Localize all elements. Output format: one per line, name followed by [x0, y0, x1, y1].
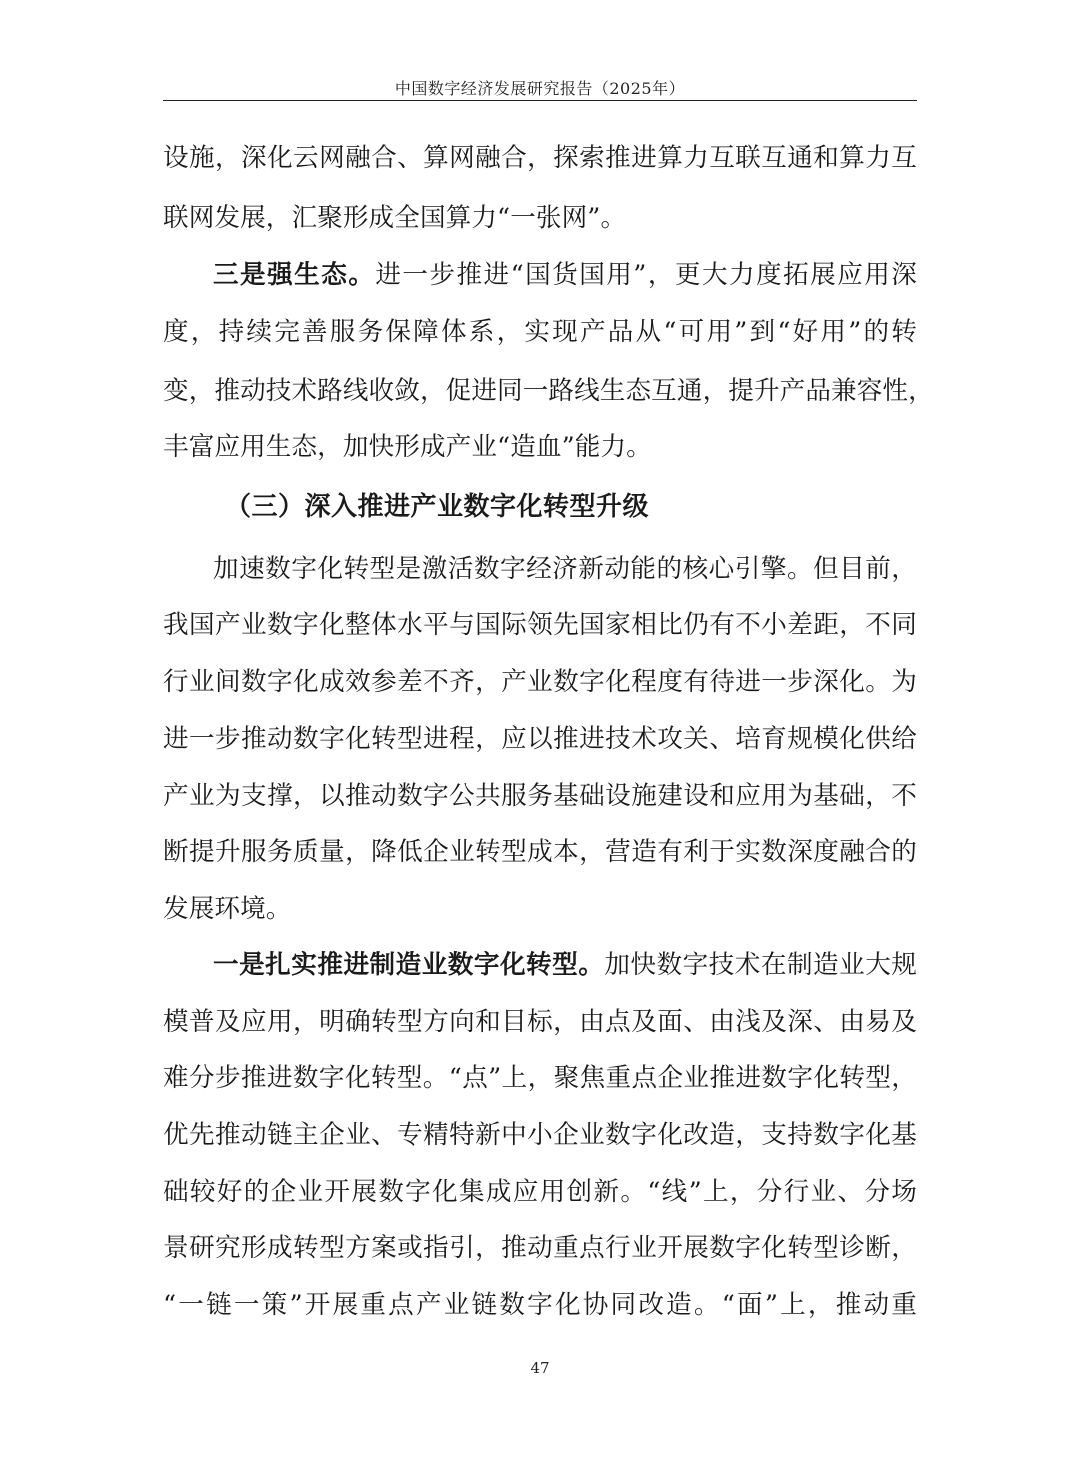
paragraph-2-line-1 [213, 257, 917, 293]
section-heading: （三）深入推进产业数字化转型升级 [225, 492, 650, 522]
paragraph-3-line-5: 产业为支撑，以推动数字公共服务基础设施建设和应用为基础，不 [163, 781, 917, 811]
paragraph-4-line-7: “一链一策”开展重点产业链数字化协同改造。“面”上，推动重 [163, 1290, 917, 1320]
paragraph-3-line-1: 加速数字化转型是激活数字经济新动能的核心引擎。但目前， [213, 554, 917, 584]
paragraph-2-lead: 三是强生态。 [213, 260, 376, 290]
page-number: 47 [530, 1359, 550, 1377]
header-divider [163, 100, 917, 101]
paragraph-4-line-6: 景研究形成转型方案或指引，推动重点行业开展数字化转型诊断， [163, 1233, 917, 1263]
paragraph-4-line-1 [213, 947, 917, 983]
paragraph-4-lead: 一是扎实推进制造业数字化转型。 [213, 950, 605, 980]
paragraph-3-line-3: 行业间数字化成效参差不齐，产业数字化程度有待进一步深化。为 [163, 667, 917, 697]
paragraph-3-line-4: 进一步推动数字化转型进程，应以推进技术攻关、培育规模化供给 [163, 724, 917, 754]
paragraph-2-line-4: 丰富应用生态，加快形成产业“造血”能力。 [163, 432, 652, 462]
paragraph-4-line-4: 优先推动链主企业、专精特新中小企业数字化改造，支持数字化基 [163, 1120, 917, 1150]
paragraph-4-line-3: 难分步推进数字化转型。“点”上，聚焦重点企业推进数字化转型， [163, 1063, 917, 1093]
running-header: 中国数字经济发展研究报告（2025年） [394, 79, 686, 98]
paragraph-4-line-1-text: 加快数字技术在制造业大规 [604, 950, 917, 980]
paragraph-3-line-7: 发展环境。 [163, 894, 292, 924]
paragraph-2-line-2: 度，持续完善服务保障体系，实现产品从“可用”到“好用”的转 [163, 317, 917, 347]
paragraph-2-line-3: 变，推动技术路线收敛，促进同一路线生态互通，提升产品兼容性， [163, 376, 934, 406]
paragraph-4-line-2: 模普及应用，明确转型方向和目标，由点及面、由浅及深、由易及 [163, 1007, 917, 1037]
paragraph-3-line-2: 我国产业数字化整体水平与国际领先国家相比仍有不小差距，不同 [163, 610, 917, 640]
paragraph-1-line-2: 联网发展，汇聚形成全国算力“一张网”。 [163, 203, 627, 233]
paragraph-4-line-5: 础较好的企业开展数字化集成应用创新。“线”上，分行业、分场 [163, 1177, 917, 1207]
paragraph-1-line-1: 设施，深化云网融合、算网融合，探索推进算力互联互通和算力互 [163, 143, 917, 173]
paragraph-2-line-1-text: 进一步推进“国货国用”，更大力度拓展应用深 [375, 260, 917, 290]
paragraph-3-line-6: 断提升服务质量，降低企业转型成本，营造有利于实数深度融合的 [163, 837, 917, 867]
